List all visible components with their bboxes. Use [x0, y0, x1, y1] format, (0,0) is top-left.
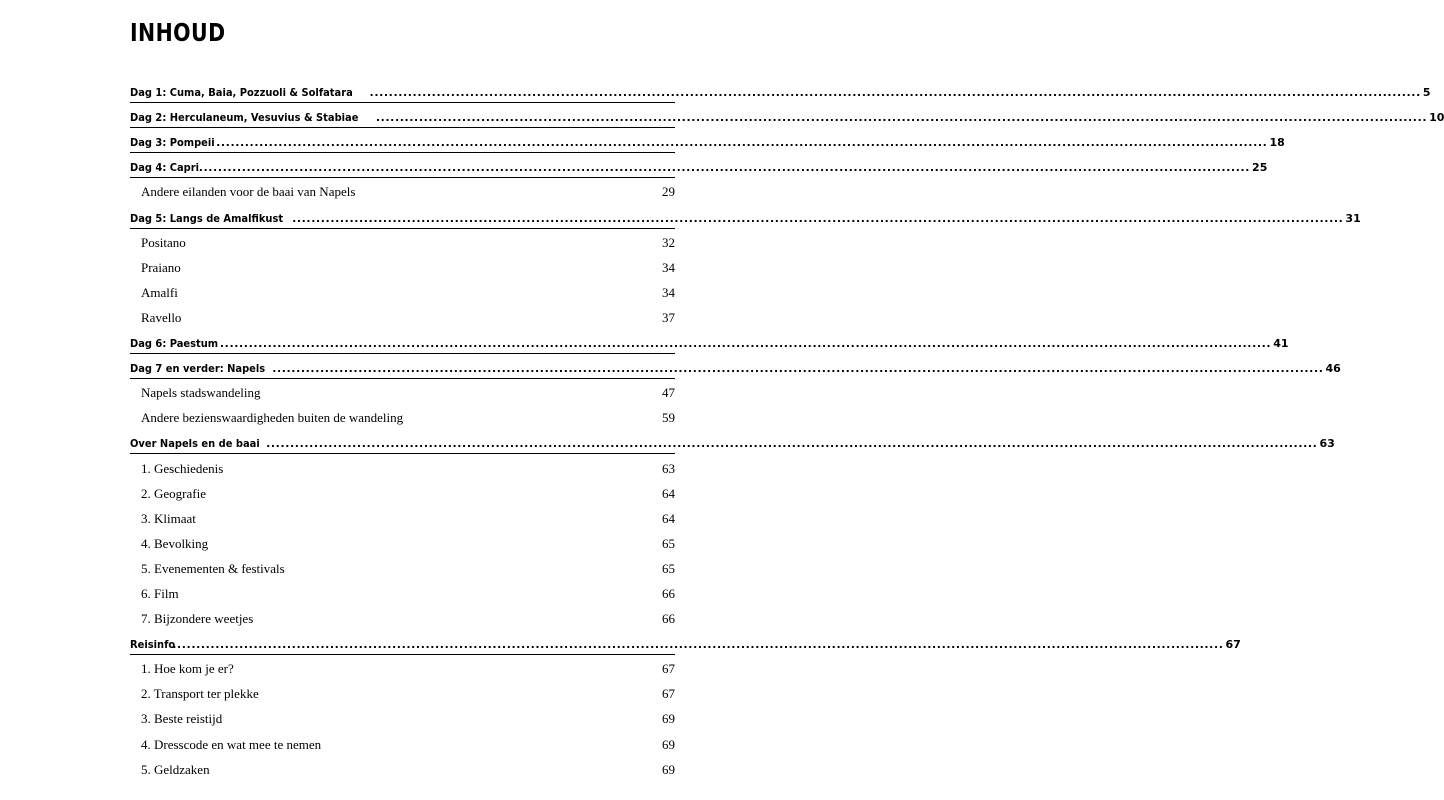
- toc-entry-label: Reisinfo: [130, 638, 176, 652]
- toc-sub-entry: [130, 655, 675, 680]
- toc-entry-label: 5. Evenementen & festivals: [141, 560, 285, 576]
- toc-sub-entry: [130, 680, 675, 705]
- toc-entry-page-number: 10: [1429, 111, 1444, 125]
- toc-chapter-entry: [130, 630, 1241, 655]
- toc-entry-page-number: 64: [662, 485, 675, 501]
- toc-sub-entry: [130, 254, 675, 279]
- toc-entry-label: 4. Dresscode en wat mee te nemen: [141, 736, 322, 752]
- toc-entry-page-number: 67: [662, 661, 675, 677]
- toc-entry-label: Ravello: [141, 309, 182, 325]
- dot-leader: ............................................................................................................................................................................................................................: [219, 337, 1272, 351]
- toc-sub-entry: [130, 454, 675, 479]
- toc-sub-entry: [130, 480, 675, 505]
- toc-entry-page-number: 47: [662, 385, 675, 401]
- toc-chapter-entry: [130, 78, 1431, 103]
- toc-sub-entry: [130, 530, 675, 555]
- toc-chapter-entry: [130, 429, 1335, 454]
- toc-sub-entry: [130, 605, 675, 630]
- toc-entry-page-number: 34: [662, 284, 675, 300]
- toc-sub-entry: [130, 580, 675, 605]
- toc-chapter-entry: [130, 203, 1361, 228]
- toc-sub-entry: [130, 304, 675, 329]
- toc-entry-label: 7. Bijzondere weetjes: [141, 611, 254, 627]
- toc-entry-label: Andere bezienswaardigheden buiten de wandeling: [141, 410, 404, 426]
- dot-leader: ............................................................................................................................................................................................................................: [266, 437, 1318, 451]
- toc-entry-page-number: 66: [662, 585, 675, 601]
- toc-entry-page-number: 64: [662, 510, 675, 526]
- toc-entry-label: Amalfi: [141, 284, 178, 300]
- toc-entry-page-number: 34: [662, 259, 675, 275]
- toc-entry-label: 2. Geografie: [141, 485, 206, 501]
- dot-leader: ............................................................................................................................................................................................................................: [292, 211, 1344, 225]
- toc-entry-label: 6. Film: [141, 585, 179, 601]
- toc-entry-page-number: 37: [662, 309, 675, 325]
- toc-entry-page-number: 63: [1319, 437, 1335, 451]
- toc-entry-page-number: 25: [1252, 161, 1268, 175]
- toc-entry-label: Dag 5: Langs de Amalfikust: [130, 211, 284, 225]
- toc-entry-page-number: 5: [1422, 86, 1431, 100]
- toc-sub-entry: [130, 379, 675, 404]
- toc-entry-label: Praiano: [141, 259, 181, 275]
- dot-leader: ............................................................................................................................................................................................................................: [172, 638, 1224, 652]
- toc-entry-page-number: 18: [1269, 136, 1285, 150]
- toc-entry-page-number: 69: [662, 736, 675, 752]
- toc-entry-label: Positano: [141, 234, 186, 250]
- toc-entry-page-number: 32: [662, 234, 675, 250]
- toc-entry-label: Dag 3: Pompeii: [130, 136, 215, 150]
- table-of-contents: [130, 78, 1444, 781]
- toc-sub-entry: [130, 279, 675, 304]
- toc-chapter-entry: [130, 153, 1268, 178]
- toc-entry-page-number: 69: [662, 761, 675, 777]
- toc-entry-label: Dag 7 en verder: Napels: [130, 362, 266, 376]
- toc-chapter-entry: [130, 128, 1285, 153]
- toc-entry-page-number: 67: [662, 686, 675, 702]
- toc-entry-label: 1. Geschiedenis: [141, 460, 224, 476]
- toc-entry-page-number: 59: [662, 410, 675, 426]
- toc-sub-entry: [130, 705, 675, 730]
- dot-leader: ............................................................................................................................................................................................................................: [216, 136, 1268, 150]
- toc-entry-label: Over Napels en de baai: [130, 437, 260, 451]
- toc-entry-label: Dag 2: Herculaneum, Vesuvius & Stabiae: [130, 111, 359, 125]
- toc-entry-page-number: 29: [662, 184, 675, 200]
- toc-entry-page-number: 63: [662, 460, 675, 476]
- dot-leader: ............................................................................................................................................................................................................................: [369, 86, 1421, 100]
- page-title: INHOUD: [130, 18, 226, 47]
- toc-sub-entry: [130, 178, 675, 203]
- dot-leader: ............................................................................................................................................................................................................................: [198, 161, 1251, 175]
- toc-entry-label: 3. Beste reistijd: [141, 711, 223, 727]
- toc-entry-page-number: 41: [1273, 337, 1289, 351]
- toc-chapter-entry: [130, 103, 1444, 128]
- toc-entry-label: 2. Transport ter plekke: [141, 686, 259, 702]
- toc-sub-entry: [130, 756, 675, 781]
- toc-entry-label: Andere eilanden voor de baai van Napels: [141, 184, 356, 200]
- toc-chapter-entry: [130, 329, 1289, 354]
- dot-leader: ............................................................................................................................................................................................................................: [272, 362, 1324, 376]
- toc-entry-page-number: 31: [1345, 211, 1361, 225]
- dot-leader: ............................................................................................................................................................................................................................: [375, 111, 1428, 125]
- toc-entry-page-number: 67: [1225, 638, 1241, 652]
- toc-sub-entry: [130, 555, 675, 580]
- toc-entry-label: Napels stadswandeling: [141, 385, 261, 401]
- toc-sub-entry: [130, 505, 675, 530]
- toc-entry-page-number: 46: [1325, 362, 1341, 376]
- toc-entry-label: Dag 1: Cuma, Baia, Pozzuoli & Solfatara: [130, 86, 353, 100]
- toc-entry-page-number: 69: [662, 711, 675, 727]
- toc-entry-label: 1. Hoe kom je er?: [141, 661, 234, 677]
- toc-sub-entry: [130, 229, 675, 254]
- toc-entry-label: Dag 4: Capri: [130, 161, 200, 175]
- toc-entry-label: Dag 6: Paestum: [130, 337, 219, 351]
- toc-entry-label: 5. Geldzaken: [141, 761, 210, 777]
- toc-entry-page-number: 65: [662, 560, 675, 576]
- toc-sub-entry: [130, 404, 675, 429]
- toc-entry-page-number: 65: [662, 535, 675, 551]
- toc-entry-label: 3. Klimaat: [141, 510, 196, 526]
- toc-entry-page-number: 66: [662, 611, 675, 627]
- toc-chapter-entry: [130, 354, 1341, 379]
- toc-entry-label: 4. Bevolking: [141, 535, 209, 551]
- toc-sub-entry: [130, 730, 675, 755]
